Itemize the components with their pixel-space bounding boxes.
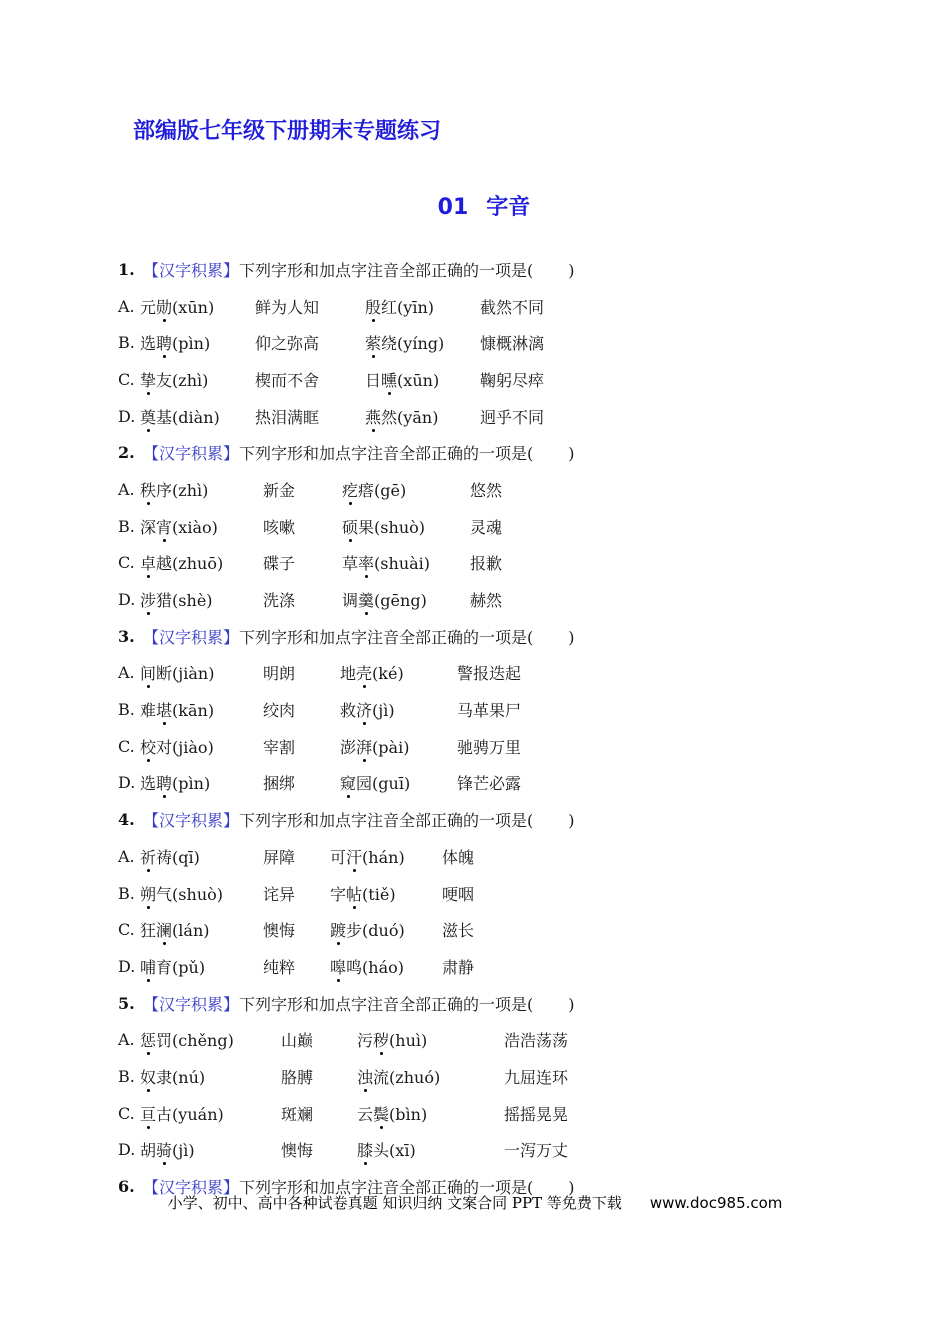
option-item: 慷概淋漓 [480,334,545,354]
option-item: 碟子 [263,554,296,574]
question-block [118,251,850,434]
dotted-char: 鬓 [373,1102,389,1125]
footer-text: 小学、初中、高中各种试卷真题 知识归纳 文案合同 PPT 等免费下载 [167,1194,622,1212]
option-item: 选聘(pìn) [140,331,255,354]
option-item: 报歉 [470,554,503,574]
option-item: 一泻万丈 [504,1141,569,1161]
option-item: 萦绕(yíng) [365,331,480,354]
option-item: 元勋(xūn) [140,295,255,318]
option-item: 硕果(shuò) [342,515,470,538]
option-row [118,1095,850,1132]
dotted-char: 疙 [342,478,358,501]
dotted-char: 澜 [156,918,172,941]
option-item: 窥园(guī) [340,771,457,794]
option-item: 哽咽 [442,884,475,904]
option-item: 惩罚(chěng) [140,1028,281,1051]
dotted-char: 堪 [156,698,172,721]
option-items [140,845,850,868]
option-items [140,1028,850,1051]
question-stem: 下列字形和加点字注音全部正确的一项是 [239,811,528,831]
option-item: 咳嗽 [263,517,296,537]
dotted-char: 亘 [140,1102,156,1125]
option-item: 挚友(zhì) [140,368,255,391]
question-stem-row [118,985,850,1022]
dotted-char: 宵 [156,515,172,538]
question-tag: 【汉字积累】 [143,994,240,1014]
option-letter: C. [118,736,135,756]
option-item: 锋芒必露 [457,774,522,794]
answer-blank: ( ) [527,627,576,647]
option-item: 浩浩荡荡 [504,1031,569,1051]
question-block [118,434,850,617]
option-item: 体魄 [442,847,475,867]
dotted-char: 羹 [358,588,374,611]
dotted-char: 帖 [346,882,362,905]
option-item: 疙瘩(gē) [342,478,470,501]
option-letter: A. [118,663,135,683]
option-item: 摇摇晃晃 [504,1104,569,1124]
option-item: 卓越(zhuō) [140,551,263,574]
dotted-char: 踱 [330,918,346,941]
dotted-char: 奴 [140,1065,156,1088]
option-item: 洗涤 [263,591,296,611]
dotted-char: 曛 [381,368,397,391]
option-item: 鞠躬尽瘁 [480,370,545,390]
option-items [140,551,850,574]
option-row [118,655,850,692]
option-row [118,288,850,325]
option-letter: A. [118,1030,135,1050]
option-row [118,691,850,728]
dotted-char: 卓 [140,551,156,574]
option-item: 马革果尸 [457,701,522,721]
dotted-char: 挚 [140,368,156,391]
option-item: 驰骋万里 [457,737,522,757]
option-items [140,1065,850,1088]
option-row [118,1021,850,1058]
option-item: 校对(jiào) [140,735,263,758]
option-row [118,1132,850,1169]
option-item: 楔而不舍 [255,370,320,390]
option-items [140,661,850,684]
answer-blank: ( ) [527,811,576,831]
question-number: 3. [118,626,135,646]
option-letter: D. [118,590,136,610]
option-items [140,588,850,611]
dotted-char: 汗 [346,845,362,868]
question-block [118,985,850,1168]
option-items [140,771,850,794]
option-item: 膝头(xī) [357,1138,504,1161]
option-items [140,368,850,391]
option-item: 草率(shuài) [342,551,470,574]
option-letter: B. [118,516,135,536]
page-footer [0,1192,950,1213]
option-item: 屏障 [263,847,296,867]
dotted-char: 燕 [365,405,381,428]
option-row [118,948,850,985]
option-row [118,911,850,948]
option-item: 地壳(ké) [340,661,457,684]
option-item: 山巅 [281,1031,314,1051]
answer-blank: ( ) [527,1178,576,1198]
option-items [140,955,850,978]
option-letter: C. [118,920,135,940]
option-item: 污秽(huì) [357,1028,504,1051]
answer-blank: ( ) [527,994,576,1014]
dotted-char: 惩 [140,1028,156,1051]
dotted-char: 勋 [156,295,172,318]
option-item: 警报迭起 [457,664,522,684]
option-row [118,1058,850,1095]
question-number: 4. [118,810,135,830]
question-tag: 【汉字积累】 [143,627,240,647]
dotted-char: 骑 [156,1138,172,1161]
option-item: 日曛(xūn) [365,368,480,391]
option-letter: C. [118,553,135,573]
questions [118,251,850,1205]
option-items [140,295,850,318]
option-row [118,765,850,802]
dotted-char: 壳 [356,661,372,684]
option-letter: B. [118,700,135,720]
option-item: 踱步(duó) [330,918,442,941]
footer-site-url: www.doc985.com [649,1194,783,1212]
option-letter: D. [118,406,136,426]
option-letter: B. [118,333,135,353]
option-letter: D. [118,773,136,793]
dotted-char: 窥 [340,771,356,794]
option-items [140,1138,850,1161]
option-item: 斑斓 [281,1104,314,1124]
dotted-char: 聘 [156,771,172,794]
question-stem-row [118,801,850,838]
option-item: 新金 [263,480,296,500]
option-item: 诧异 [263,884,296,904]
option-item: 选聘(pìn) [140,771,263,794]
option-item: 热泪满眶 [255,407,320,427]
option-letter: C. [118,369,135,389]
option-letter: D. [118,1140,136,1160]
answer-blank: ( ) [527,444,576,464]
option-item: 字帖(tiě) [330,882,442,905]
option-item: 赫然 [470,591,503,611]
dotted-char: 祈 [140,845,156,868]
question-number: 6. [118,1177,135,1197]
option-item: 鲜为人知 [255,297,320,317]
dotted-char: 间 [140,661,156,684]
dotted-char: 率 [358,551,374,574]
option-item: 肃静 [442,957,475,977]
option-items [140,478,850,501]
option-items [140,735,850,758]
section-number: 01 [437,195,469,220]
option-item: 哺育(pǔ) [140,955,263,978]
option-item: 朔气(shuò) [140,882,263,905]
dotted-char: 殷 [365,295,381,318]
question-tag: 【汉字积累】 [143,811,240,831]
option-item: 明朗 [263,664,296,684]
option-item: 祈祷(qī) [140,845,263,868]
option-item: 秩序(zhì) [140,478,263,501]
option-row [118,508,850,545]
option-item: 奠基(diàn) [140,405,255,428]
question-stem: 下列字形和加点字注音全部正确的一项是 [239,1178,528,1198]
option-row [118,838,850,875]
dotted-char: 秩 [140,478,156,501]
option-item: 救济(jì) [340,698,457,721]
dotted-char: 浊 [357,1065,373,1088]
option-item: 浊流(zhuó) [357,1065,504,1088]
option-item: 捆绑 [263,774,296,794]
option-items [140,882,850,905]
dotted-char: 湃 [356,735,372,758]
option-item: 懊悔 [281,1141,314,1161]
option-item: 间断(jiàn) [140,661,263,684]
option-letter: A. [118,479,135,499]
question-block [118,618,850,801]
dotted-char: 朔 [140,882,156,905]
option-item: 懊悔 [263,921,296,941]
dotted-char: 涉 [140,588,156,611]
option-item: 奴隶(nú) [140,1065,281,1088]
option-row [118,324,850,361]
option-item: 纯粹 [263,957,296,977]
dotted-char: 硕 [342,515,358,538]
option-letter: A. [118,846,135,866]
question-tag: 【汉字积累】 [143,444,240,464]
option-item: 难堪(kān) [140,698,263,721]
option-item: 嗥鸣(háo) [330,955,442,978]
option-item: 燕然(yān) [365,405,480,428]
dotted-char: 哺 [140,955,156,978]
option-item: 可汗(hán) [330,845,442,868]
option-item: 滋长 [442,921,475,941]
section-heading [118,190,850,221]
question-stem-row [118,434,850,471]
option-items [140,698,850,721]
dotted-char: 嗥 [330,955,346,978]
option-row [118,545,850,582]
option-item: 云鬓(bìn) [357,1102,504,1125]
question-stem: 下列字形和加点字注音全部正确的一项是 [239,994,528,1014]
page-title: 部编版七年级下册期末专题练习 [133,119,442,144]
question-stem: 下列字形和加点字注音全部正确的一项是 [239,444,528,464]
question-number: 5. [118,993,135,1013]
option-items [140,1102,850,1125]
section-label: 字音 [486,195,531,220]
option-item: 宰割 [263,737,296,757]
dotted-char: 秽 [373,1028,389,1051]
option-row [118,581,850,618]
option-item: 殷红(yīn) [365,295,480,318]
option-item: 绞肉 [263,701,296,721]
option-letter: D. [118,956,136,976]
question-tag: 【汉字积累】 [143,260,240,280]
option-items [140,331,850,354]
dotted-char: 校 [140,735,156,758]
option-item: 胳膊 [281,1067,314,1087]
option-item: 澎湃(pài) [340,735,457,758]
option-item: 调羹(gēng) [342,588,470,611]
option-letter: B. [118,1066,135,1086]
answer-blank: ( ) [527,260,576,280]
option-item: 深宵(xiào) [140,515,263,538]
option-item: 灵魂 [470,517,503,537]
question-block [118,801,850,984]
option-letter: A. [118,296,135,316]
question-stem-row [118,618,850,655]
dotted-char: 奠 [140,405,156,428]
option-item: 仰之弥高 [255,334,320,354]
option-item: 九屈连环 [504,1067,569,1087]
option-row [118,728,850,765]
option-item: 狂澜(lán) [140,918,263,941]
question-stem: 下列字形和加点字注音全部正确的一项是 [239,627,528,647]
option-letter: C. [118,1103,135,1123]
dotted-char: 聘 [156,331,172,354]
dotted-char: 萦 [365,331,381,354]
dotted-char: 膝 [357,1138,373,1161]
option-row [118,471,850,508]
option-row [118,398,850,435]
option-letter: B. [118,883,135,903]
option-items [140,918,850,941]
option-row [118,875,850,912]
option-item: 亘古(yuán) [140,1102,281,1125]
question-number: 2. [118,443,135,463]
option-item: 迥乎不同 [480,407,545,427]
option-row [118,361,850,398]
option-item: 涉猎(shè) [140,588,263,611]
question-number: 1. [118,259,135,279]
option-items [140,515,850,538]
question-stem-row [118,251,850,288]
option-items [140,405,850,428]
question-tag: 【汉字积累】 [143,1178,240,1198]
option-item: 悠然 [470,480,503,500]
option-item: 截然不同 [480,297,545,317]
dotted-char: 济 [356,698,372,721]
option-item: 胡骑(jì) [140,1138,281,1161]
question-stem: 下列字形和加点字注音全部正确的一项是 [239,260,528,280]
